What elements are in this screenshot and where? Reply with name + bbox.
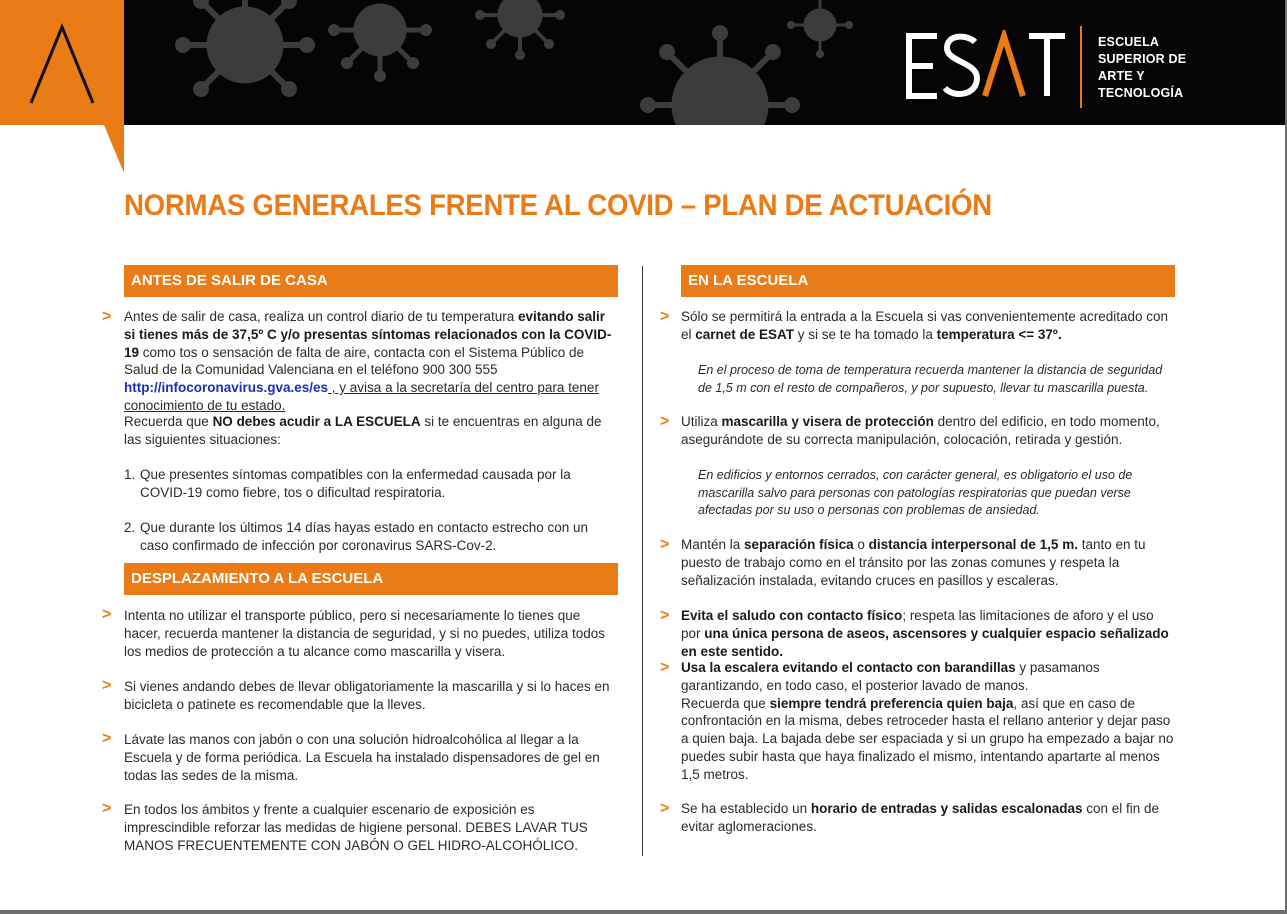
text-run: Se ha establecido un (681, 801, 811, 816)
text-run: y pasamanos garantizando, en todo caso, el posterior lavado de manos. (681, 660, 1100, 693)
text-run: , así que en caso de confrontación en la misma, debes retroceder hasta el rellano anterior y dejar paso a quien baja. La bajada debe ser espaciada y si un grupo ha empezado a bajar no puedes subir hasta que haya finalizado el mismo, intentando apartarte al menos 1,5 metros. (681, 695, 1174, 782)
text-run: NO debes acudir a LA ESCUELA (212, 414, 421, 429)
page-title: NORMAS GENERALES FRENTE AL COVID – PLAN DE ACTUACIÓN (124, 189, 992, 222)
text-run: Recuerda que (124, 414, 213, 429)
paragraph-mascarilla (681, 413, 1175, 449)
virus-icon (475, 0, 565, 60)
text-run: carnet de ESAT (695, 326, 795, 342)
list-item: Intenta no utilizar el transporte público, pero si necesariamente lo tienes que hacer, recuerda mantener la distancia de seguridad, y si no puedes, utiliza todos los medios de protección a tu alcance como mascarilla y visera. (124, 608, 606, 659)
list-item: Lávate las manos con jabón o con una solución hidroalcohólica al llegar a la Escuela y de forma periódica. La Escuela ha instalado dispensadores de gel en todas las sedes de la misma. (124, 732, 600, 783)
chevron-right-icon: > (102, 308, 112, 325)
text-run: Evita el saludo con contacto físico (681, 608, 903, 623)
esat-logo-mark (905, 30, 1067, 102)
corner-tab (0, 0, 124, 173)
text-run: horario de entradas y salidas escalonadas (810, 801, 1083, 816)
text-run: distancia interpersonal de 1,5 m. (868, 537, 1078, 552)
chevron-right-icon: > (102, 677, 112, 694)
section-header-desplazamiento: DESPLAZAMIENTO A LA ESCUELA (124, 563, 618, 595)
text-run: si te encuentras en alguna de las siguientes situaciones: (124, 414, 602, 447)
section-header-escuela: EN LA ESCUELA (681, 265, 1175, 297)
chevron-right-icon: > (660, 536, 670, 553)
paragraph-saludo (681, 607, 1175, 660)
logo-divider (1080, 26, 1082, 108)
logo-subtitle (1098, 34, 1186, 102)
section-header-antes: ANTES DE SALIR DE CASA (124, 265, 618, 297)
chevron-right-icon: > (660, 607, 670, 624)
infocoronavirus-link[interactable]: http://infocoronavirus.gva.es/es (124, 380, 329, 396)
text-run: Recuerda que (681, 695, 770, 711)
virus-icon (328, 4, 432, 82)
logo-subtitle-line: SUPERIOR DE (1098, 52, 1187, 66)
text-run: temperatura <= 37º. (936, 326, 1062, 342)
list-item-text: Que durante los últimos 14 días hayas estado en contacto estrecho con un caso confirmado de infección por coronavirus SARS-Cov-2. (140, 520, 589, 553)
chevron-right-icon: > (102, 730, 112, 747)
paragraph-horario (681, 800, 1175, 836)
chevron-right-icon: > (102, 800, 112, 817)
text-run: evitando salir si tienes más de 37,5º C y/o presentas síntomas relacionados con la COVID-19 (124, 309, 612, 360)
chevron-right-icon: > (660, 659, 670, 676)
note-mascarilla: En edificios y entornos cerrados, con carácter general, es obligatorio el uso de mascarilla salvo para personas con patologías respiratorias que puedan verse afectadas por su uso o personas con problemas de ansiedad. (698, 468, 1133, 517)
column-divider (642, 266, 643, 856)
text-run: o (853, 537, 869, 552)
chevron-right-icon: > (660, 800, 670, 817)
paragraph-acreditacion (681, 308, 1175, 344)
paragraph-escalera (681, 659, 1175, 784)
paragraph-recuerda (124, 413, 618, 449)
virus-icon (787, 0, 853, 58)
text-run: Mantén la (681, 537, 745, 552)
list-item-text: Que presentes síntomas compatibles con la enfermedad causada por la COVID-19 como fiebre, tos o dificultad respiratoria. (140, 467, 571, 500)
logo-subtitle-line: TECNOLOGÍA (1098, 86, 1184, 100)
text-run: separación física (744, 537, 854, 552)
logo-subtitle-line: ARTE Y (1098, 69, 1145, 83)
text-run: , y avisa a la secretaría del centro para tener conocimiento de tu estado. (124, 380, 599, 413)
text-run: Antes de salir de casa, realiza un control diario de tu temperatura (124, 309, 518, 324)
chevron-right-icon: > (660, 413, 670, 430)
text-run: siempre tendrá preferencia quien baja (769, 695, 1014, 711)
paragraph-distancia (681, 536, 1175, 589)
text-run: con el fin de evitar aglomeraciones. (681, 801, 1160, 834)
list-item: En todos los ámbitos y frente a cualquier escenario de exposición es imprescindible reforzar las medidas de higiene personal. DEBES LAVAR TUS MANOS FRECUENTEMENTE CON JABÓN O GEL HIDRO-ALCOHÓLICO. (124, 802, 588, 853)
virus-illustration (0, 0, 1285, 125)
list-number: 1. (124, 467, 136, 482)
text-run: mascarilla y visera de protección (721, 414, 934, 429)
text-run: como tos o sensación de falta de aire, contacta con el Sistema Público de Salud de la Comunidad Valenciana en el teléfono 900 300 555 (124, 344, 585, 378)
text-run: una única persona de aseos, ascensores y cualquier espacio señalizado en este sentido. (681, 625, 1169, 659)
header-banner (0, 0, 1285, 125)
text-run: tanto en tu puesto de trabajo como en el tránsito por las zonas comunes y respeta la señalización instalada, evitando cruces en pasillos y escaleras. (681, 537, 1146, 588)
text-line (681, 695, 1175, 784)
text-run: Sólo se permitirá la entrada a la Escuela si vas convenientemente acreditado con el (681, 309, 1169, 342)
note-temperatura: En el proceso de toma de temperatura recuerda mantener la distancia de seguridad de 1,5 m con el resto de compañeros, y por supuesto, llevar tu mascarilla puesta. (698, 363, 1163, 395)
esat-logo (905, 30, 1067, 102)
chevron-right-icon: > (660, 308, 670, 325)
page-edge (0, 910, 1287, 914)
list-item (124, 519, 618, 555)
list-item: Si vienes andando debes de llevar obligatoriamente la mascarilla y si lo haces en bicicleta o patinete es recomendable que la lleves. (124, 679, 610, 712)
text-run: dentro del edificio, en todo momento, asegurándote de su correcta manipulación, colocación, retirada y gestión. (681, 414, 1160, 447)
virus-icon (175, 0, 315, 97)
text-run: Utiliza (681, 414, 722, 429)
virus-icon (640, 25, 800, 125)
text-run: ; respeta las limitaciones de aforo y el uso por (681, 608, 1154, 641)
list-number: 2. (124, 520, 136, 535)
list-item (124, 466, 618, 502)
paragraph-temperatura (124, 308, 618, 415)
logo-subtitle-line: ESCUELA (1098, 35, 1160, 49)
text-run: y si se te ha tomado la (794, 326, 937, 342)
text-run: Usa la escalera evitando el contacto con barandillas (681, 660, 1016, 675)
chevron-right-icon: > (102, 606, 112, 623)
text-line (681, 659, 1175, 695)
